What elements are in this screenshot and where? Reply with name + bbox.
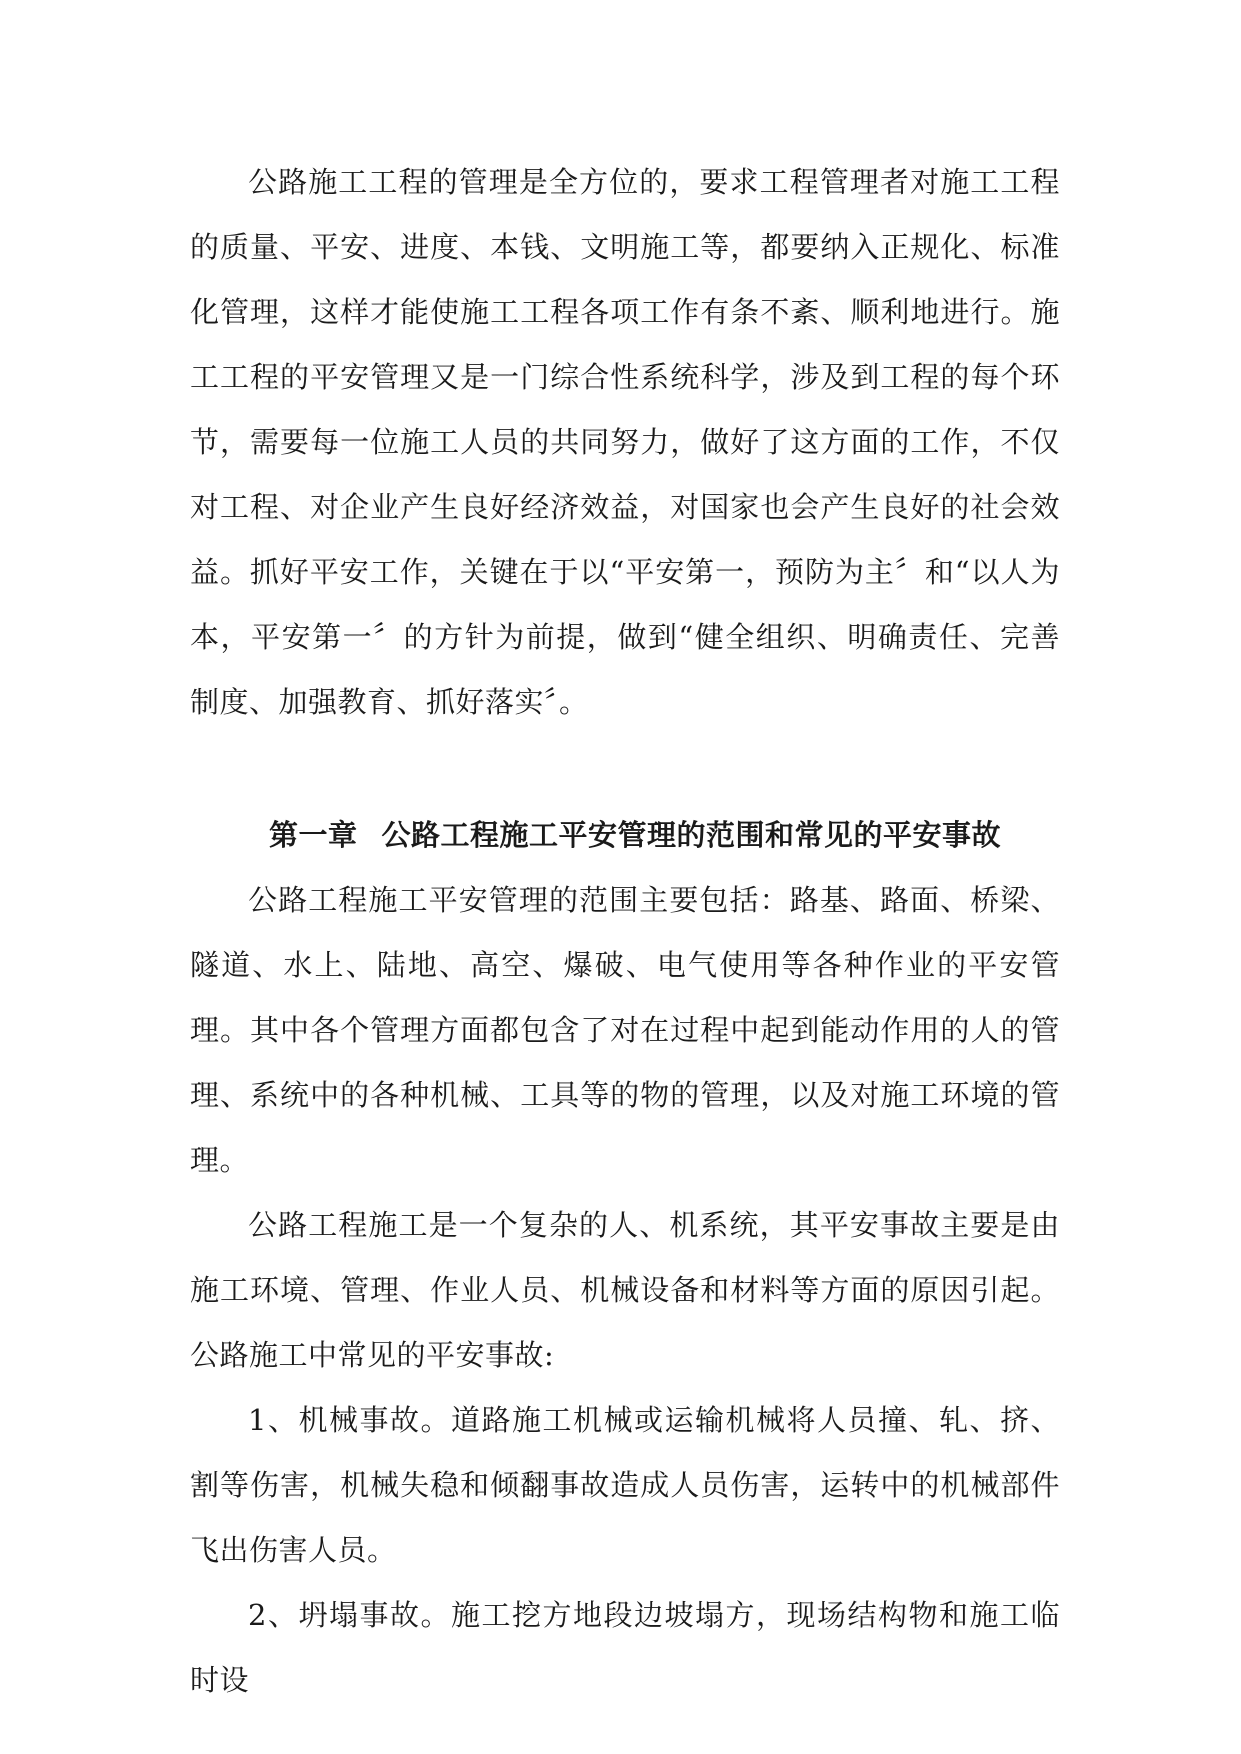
document-body <box>190 150 1060 1713</box>
scope-paragraph: 公路工程施工平安管理的范围主要包括：路基、路面、桥梁、隧道、水上、陆地、高空、爆破、电气使用等各种作业的平安管理。其中各个管理方面都包含了对在过程中起到能动作用的人的管理、系统中的各种机械、工具等的物的管理，以及对施工环境的管理。 <box>190 883 1060 1177</box>
mechanical-accident-paragraph: 1、机械事故。道路施工机械或运输机械将人员撞、轧、挤、割等伤害，机械失稳和倾翻事故造成人员伤害，运转中的机械部件飞出伤害人员。 <box>190 1403 1060 1567</box>
chapter-title: 公路工程施工平安管理的范围和常见的平安事故 <box>381 818 1002 852</box>
chapter-number: 第一章 <box>268 818 358 852</box>
intro-paragraph: 公路施工工程的管理是全方位的，要求工程管理者对施工工程的质量、平安、进度、本钱、文明施工等，都要纳入正规化、标准化管理，这样才能使施工工程各项工作有条不紊、顺利地进行。施工工程的平安管理又是一门综合性系统科学，涉及到工程的每个环节，需要每一位施工人员的共同努力，做好了这方面的工作，不仅对工程、对企业产生良好经济效益，对国家也会产生良好的社会效益。抓好平安工作，关键在于以“平安第一，预防为主〞和“以人为本，平安第一〞的方针为前提，做到“健全组织、明确责任、完善制度、加强教育、抓好落实〞。 <box>190 165 1060 719</box>
section-spacer <box>190 735 1060 803</box>
accident-causes-paragraph: 公路工程施工是一个复杂的人、机系统，其平安事故主要是由施工环境、管理、作业人员、机械设备和材料等方面的原因引起。公路施工中常见的平安事故: <box>190 1208 1060 1372</box>
chapter-heading <box>190 803 1060 868</box>
collapse-accident-paragraph: 2、坍塌事故。施工挖方地段边坡塌方，现场结构物和施工临时设 <box>190 1598 1060 1697</box>
